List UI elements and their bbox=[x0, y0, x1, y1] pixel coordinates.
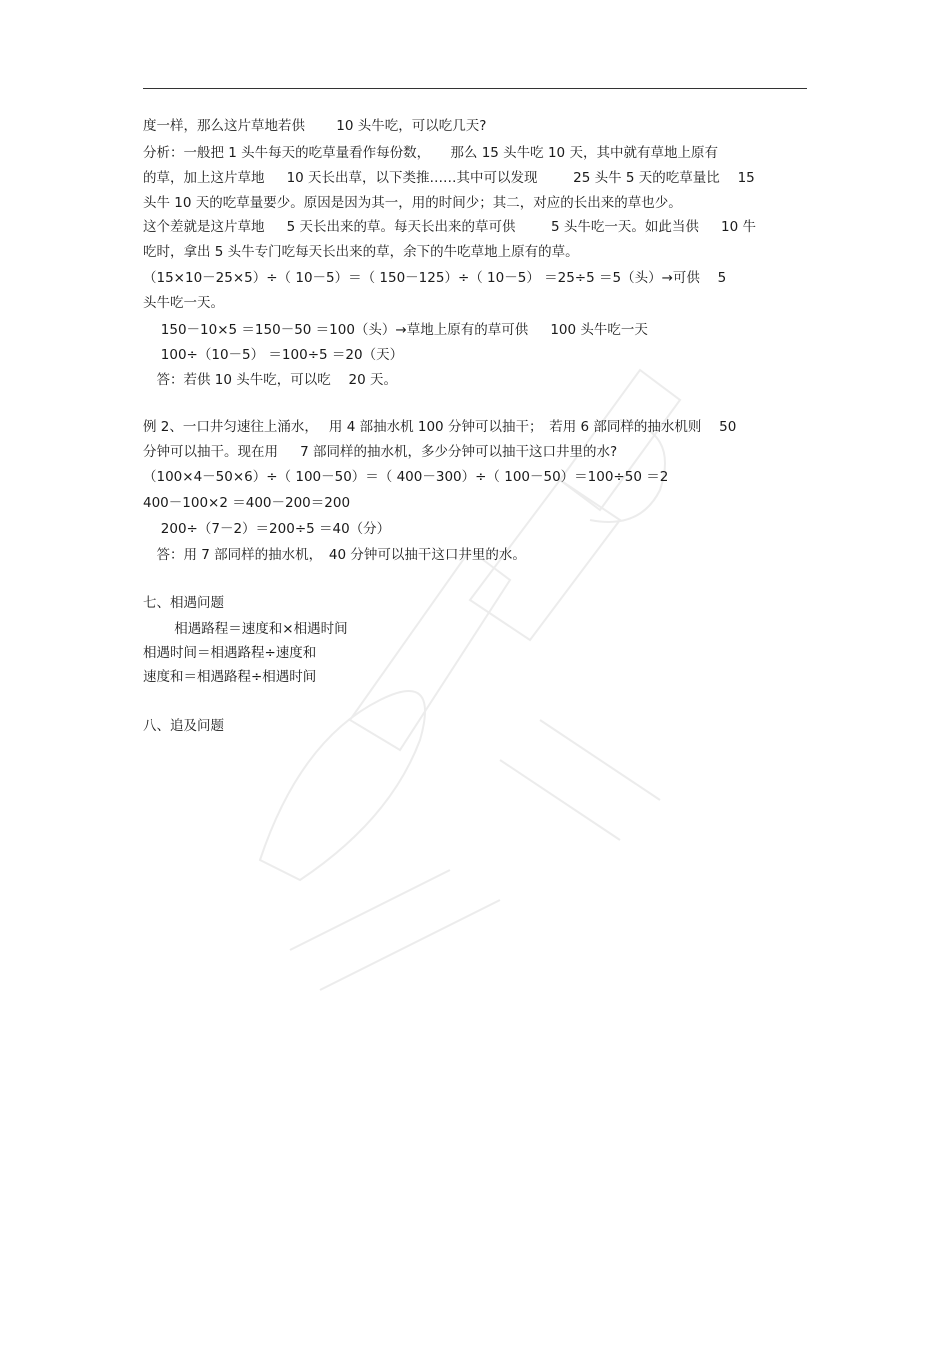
header-rule bbox=[143, 88, 807, 89]
text-line: 度一样，那么这片草地若供 10 头牛吃，可以吃几天? bbox=[143, 118, 487, 134]
section-heading: 七、相遇问题 bbox=[143, 595, 224, 611]
text-line: 分钟可以抽干。现在用 7 部同样的抽水机，多少分钟可以抽干这口井里的水? bbox=[143, 444, 618, 460]
text-line: 头牛吃一天。 bbox=[143, 295, 224, 311]
formula-line: （15×10－25×5）÷（ 10－5）＝（ 150－125）÷（ 10－5） ＝25÷5 ＝5（头）→可供 5 bbox=[143, 270, 727, 286]
formula-line: 400－100×2 ＝400－200＝200 bbox=[143, 495, 351, 511]
answer-line: 答：若供 10 头牛吃，可以吃 20 天。 bbox=[143, 372, 398, 388]
formula-line: 150－10×5 ＝150－50 ＝100（头）→草地上原有的草可供 100 头牛吃一天 bbox=[143, 322, 648, 338]
text-line: 吃时，拿出 5 头牛专门吃每天长出来的草，余下的牛吃草地上原有的草。 bbox=[143, 244, 579, 260]
formula-line: 相遇时间＝相遇路程÷速度和 bbox=[143, 645, 317, 661]
text-line: 分析：一般把 1 头牛每天的吃草量看作每份数， 那么 15 头牛吃 10 天，其中就有草地上原有 bbox=[143, 145, 718, 161]
formula-line: 相遇路程＝速度和×相遇时间 bbox=[143, 621, 348, 637]
answer-line: 答：用 7 部同样的抽水机， 40 分钟可以抽干这口井里的水。 bbox=[143, 547, 526, 563]
formula-line: （100×4－50×6）÷（ 100－50）＝（ 400－300）÷（ 100－50）＝100÷50 ＝2 bbox=[143, 469, 669, 485]
text-line: 头牛 10 天的吃草量要少。原因是因为其一，用的时间少；其二，对应的长出来的草也少。 bbox=[143, 195, 682, 211]
text-line: 的草，加上这片草地 10 天长出草，以下类推……其中可以发现 25 头牛 5 天的吃草量比 15 bbox=[143, 170, 755, 186]
formula-line: 100÷（10－5） ＝100÷5 ＝20（天） bbox=[143, 347, 404, 363]
formula-line: 200÷（7－2）＝200÷5 ＝40（分） bbox=[143, 521, 391, 537]
text-line: 这个差就是这片草地 5 天长出来的草。每天长出来的草可供 5 头牛吃一天。如此当供 10 牛 bbox=[143, 219, 756, 235]
formula-line: 速度和＝相遇路程÷相遇时间 bbox=[143, 669, 317, 685]
example-2-line: 例 2、一口井匀速往上涌水， 用 4 部抽水机 100 分钟可以抽干； 若用 6 部同样的抽水机则 50 bbox=[143, 419, 737, 435]
section-heading: 八、追及问题 bbox=[143, 718, 224, 734]
